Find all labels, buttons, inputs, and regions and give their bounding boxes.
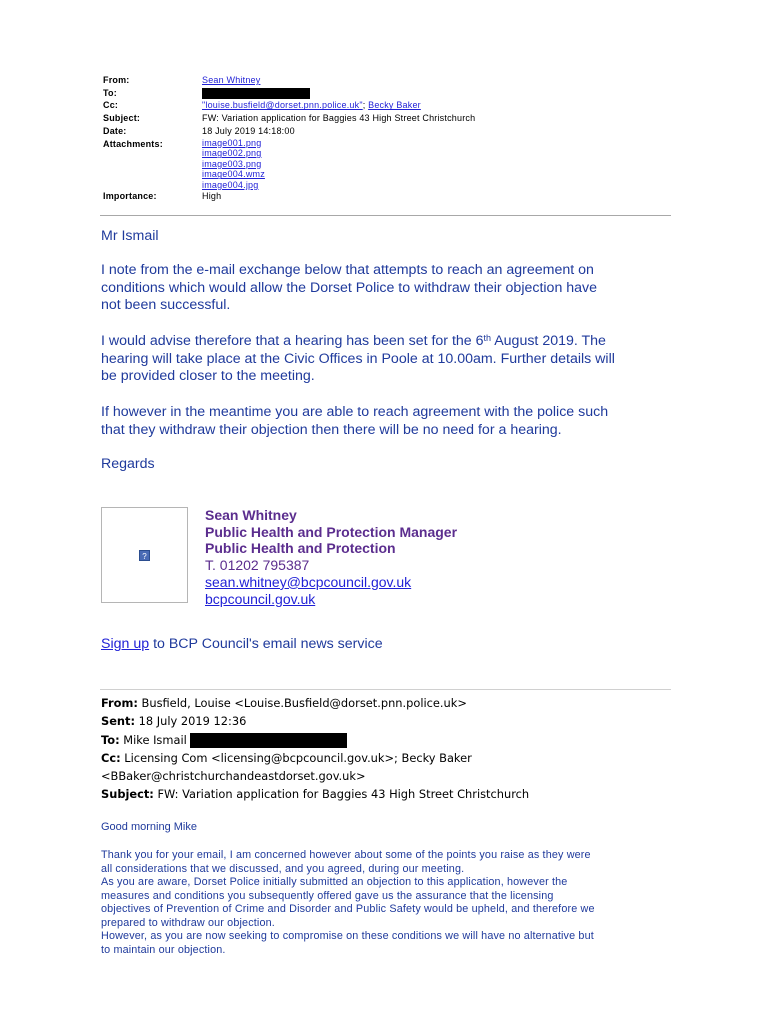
forwarded-line: all considerations that we discussed, and you agreed, during our meeting. [101,862,465,875]
salutation: Mr Ismail [101,228,159,244]
redaction-bar [190,733,347,748]
text-run: August 2019. The [491,333,606,349]
signature-department: Public Health and Protection [205,540,396,557]
importance-value: High [202,191,222,202]
fwd-from-value: Busfield, Louise <Louise.Busfield@dorset.pnn.police.uk> [137,696,467,710]
fwd-cc-row-cont: <BBaker@christchurchandeastdorset.gov.uk> [101,769,366,784]
subject-value: FW: Variation application for Baggies 43 High Street Christchurch [202,113,476,124]
forwarded-header [101,694,671,804]
broken-image-icon: ? [139,550,150,561]
signature-name: Sean Whitney [205,507,297,523]
fwd-to-label: To: [101,732,120,747]
paragraph-line: I note from the e-mail exchange below that attempts to reach an agreement on [101,262,594,278]
fwd-cc-value: Licensing Com <licensing@bcpcouncil.gov.uk>; Becky Baker [120,750,472,765]
paragraph-1 [101,262,681,315]
phone-number: 01202 795387 [215,557,310,574]
email-header [103,74,673,203]
fwd-to-row [101,731,671,749]
fwd-cc-label: Cc: [101,750,121,765]
paragraph-line: hearing will take place at the Civic Offices in Poole at 10.00am. Further details will [101,350,615,367]
fwd-sent-label: Sent: [101,714,136,729]
from-row [103,74,673,87]
to-row [103,87,673,100]
forwarded-line: Thank you for your email, I am concerned however about some of the points you raise as they were [101,849,591,861]
header-divider [100,215,671,216]
importance-label: Importance: [103,191,157,202]
fwd-to-value: Mike Ismail [119,732,191,747]
attachment-link[interactable]: image004.jpg [202,179,259,190]
signature-role: Public Health and Protection Manager [205,523,458,540]
signup-text: to BCP Council's email news service [149,636,383,652]
subject-label: Subject: [103,113,141,124]
paragraph-line: not been successful. [101,297,231,313]
cc-link-louise[interactable]: "louise.busfield@dorset.pnn.police.uk" [202,100,363,111]
phone-prefix: T. [205,557,216,574]
attachments-row [103,138,673,191]
forwarded-line: prepared to withdraw our objection. [101,916,275,929]
signature-website-link[interactable]: bcpcouncil.gov.uk [205,590,316,607]
forwarded-body [101,849,671,957]
attachment-link[interactable]: image003.png [202,158,262,169]
fwd-from-row [101,694,671,712]
forwarded-line: to maintain our objection. [101,943,226,956]
attachments-label: Attachments: [103,138,163,149]
from-link[interactable]: Sean Whitney [202,75,261,85]
date-row [103,125,673,138]
paragraph-line: conditions which would allow the Dorset Police to withdraw their objection have [101,279,598,296]
date-value: 18 July 2019 14:18:00 [202,125,295,136]
forward-divider [100,689,671,690]
forwarded-line: However, as you are now seeking to compromise on these conditions we will have no alternative but [101,930,594,942]
logo-image-placeholder [101,507,188,603]
forwarded-line: objectives of Prevention of Crime and Disorder and Public Safety would be upheld, and therefore we [101,903,595,915]
closing: Regards [101,456,155,472]
fwd-from-label: From: [101,696,138,710]
attachment-link[interactable]: image002.png [202,148,262,159]
fwd-subject-label: Subject: [101,787,154,802]
cc-link-becky[interactable]: Becky Baker [368,100,421,111]
attachment-link[interactable]: image001.png [202,137,262,148]
fwd-sent-value: 18 July 2019 12:36 [135,714,247,729]
paragraph-line: be provided closer to the meeting. [101,368,315,384]
fwd-subject-row [101,785,671,803]
subject-row [103,112,673,125]
cc-separator: ; [362,100,369,111]
signature-block [205,507,457,607]
fwd-sent-row [101,712,671,730]
redaction-bar [202,88,310,99]
paragraph-line: If however in the meantime you are able to reach agreement with the police such [101,404,609,420]
paragraph-2 [101,333,681,386]
paragraph-line: that they withdraw their objection then there will be no need for a hearing. [101,421,562,438]
signup-link[interactable]: Sign up [101,636,150,652]
paragraph-line [101,333,681,351]
text-run: I would advise therefore that a hearing has been set for the 6 [101,333,484,349]
cc-label: Cc: [103,100,119,111]
date-label: Date: [103,125,127,136]
paragraph-3 [101,404,681,439]
forwarded-line: As you are aware, Dorset Police initially submitted an objection to this application, however the [101,876,568,888]
signup-line [101,636,383,652]
importance-row [103,190,673,203]
attachment-link[interactable]: image004.wmz [202,169,265,180]
ordinal-suffix: th [483,333,492,343]
fwd-subject-value: FW: Variation application for Baggies 43 High Street Christchurch [153,787,530,802]
signature-phone [205,557,457,574]
signature-email-link[interactable]: sean.whitney@bcpcouncil.gov.uk [205,573,412,590]
fwd-cc-row [101,749,671,767]
cc-row [103,99,673,112]
forwarded-line: measures and conditions you subsequently offered gave us the assurance that the licensing [101,889,554,902]
to-label: To: [103,87,117,98]
attachments-list [202,138,673,191]
from-label: From: [103,75,130,85]
forwarded-greeting: Good morning Mike [101,821,197,833]
